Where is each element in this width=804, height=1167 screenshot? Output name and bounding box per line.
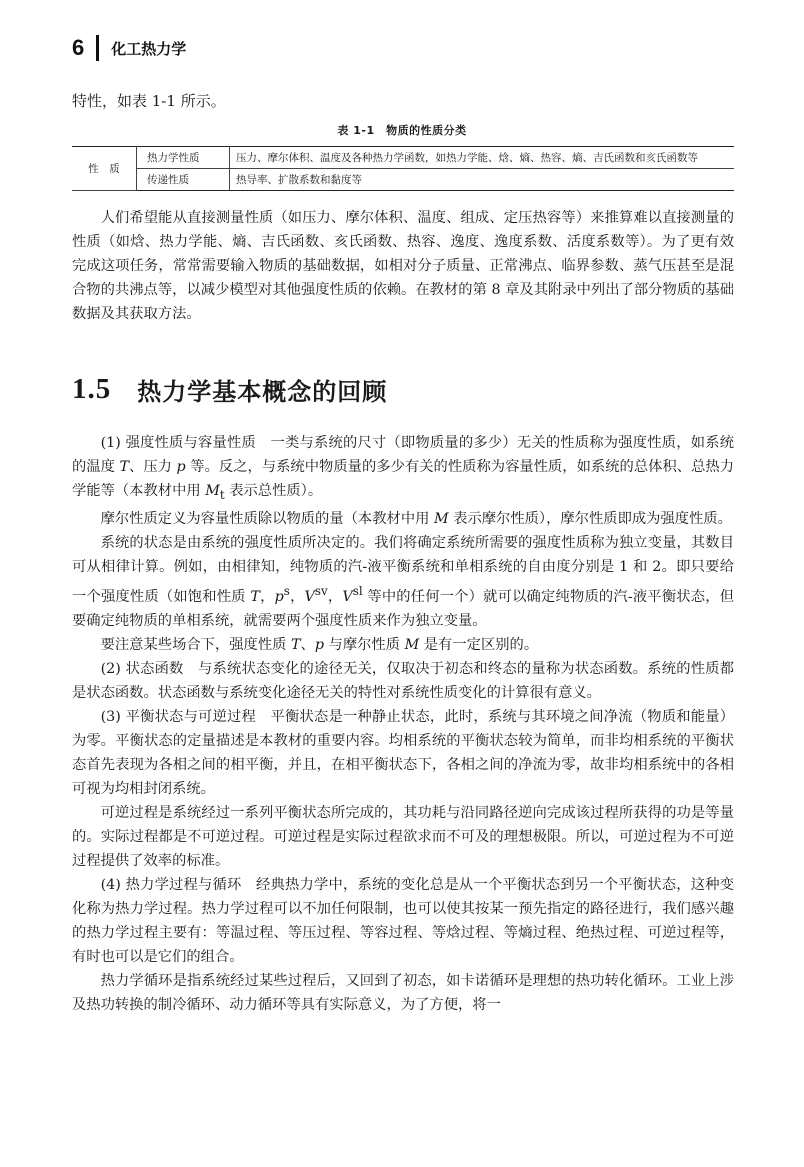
table-row-content: 热导率、扩散系数和黏度等 <box>230 169 735 191</box>
paragraph-lead: (4) 热力学过程与循环 <box>100 876 242 893</box>
symbol-m: M <box>433 510 449 527</box>
paragraph-lead: (1) 强度性质与容量性质 <box>100 435 256 451</box>
symbol-p: p <box>274 588 284 605</box>
paragraph-text: 与系统状态变化的途径无关，仅取决于初态和终态的量称为状态函数。系统的性质都是状态函数。状态函数与系统变化途径无关的特性对系统性质变化的计算很有意义。 <box>72 660 735 701</box>
header-divider <box>96 35 99 61</box>
table-group-label: 性 质 <box>72 147 137 191</box>
symbol-p: p <box>176 459 186 475</box>
paragraph-process <box>72 873 734 969</box>
table-row-name: 传递性质 <box>137 169 230 191</box>
superscript-sv: sv <box>314 583 328 598</box>
separator: ， <box>289 588 305 605</box>
paragraph-note <box>72 633 734 657</box>
symbol-v: V <box>304 588 315 605</box>
paragraph-text: 要注意某些场合下，强度性质 <box>100 636 291 653</box>
symbol-t: T <box>250 588 260 605</box>
section-heading <box>72 372 387 407</box>
page-number: 6 <box>72 35 85 60</box>
paragraph-phase-rule <box>72 531 734 633</box>
subscript-t: t <box>219 487 225 502</box>
paragraph-text: 等。反之，与系统中物质量的多少有关的性质称为容量性质，如系统的总体积、总热力学能等（本教材中用 <box>72 459 735 499</box>
section-number: 1.5 <box>72 373 112 405</box>
paragraph-text: 热力学循环是指系统经过某些过程后，又回到了初态，如卡诺循环是理想的热功转化循环。工业上涉及热功转换的制冷循环、动力循环等具有实际意义，为了方便，将一 <box>72 972 734 1013</box>
paragraph-text: 、压力 <box>129 459 177 475</box>
section-title: 热力学基本概念的回顾 <box>137 378 388 406</box>
symbol-t: T <box>291 636 301 653</box>
running-header <box>72 34 186 62</box>
separator: ， <box>327 588 343 605</box>
paragraph-text: 与摩尔性质 <box>324 636 405 653</box>
table-row <box>72 147 734 169</box>
symbol-m: M <box>404 636 420 653</box>
table-row-content: 压力、摩尔体积、温度及各种热力学函数，如热力学能、焓、熵、热容、熵、吉氏函数和亥氏函数等 <box>230 147 735 169</box>
paragraph-intensive-extensive <box>72 431 734 507</box>
paragraph-text: 表示摩尔性质），摩尔性质即成为强度性质。 <box>448 510 732 527</box>
paragraph-lead: (3) 平衡状态与可逆过程 <box>100 708 256 725</box>
paragraph-text: 表示总性质）。 <box>224 483 323 499</box>
paragraph-lead: (2) 状态函数 <box>100 660 184 677</box>
paragraph-text: 经典热力学中，系统的变化总是从一个平衡状态到另一个平衡状态，这种变化称为热力学过程。热力学过程可以不加任何限制，也可以使其按某一预先指定的路径进行，我们感兴趣的热力学过程主要有：等温过程、等压过程、等容过程、等焓过程、等熵过程、绝热过程、可逆过程等，有时也可以是它们的组合。 <box>72 876 735 965</box>
paragraph-text: 可逆过程是系统经过一系列平衡状态所完成的，其功耗与沿同路径逆向完成该过程所获得的功是等量的。实际过程都是不可逆过程。可逆过程是实际过程欲求而不可及的理想极限。所以，可逆过程为不可逆过程提供了效率的标准。 <box>72 804 734 869</box>
paragraph-molar-property <box>72 507 734 531</box>
book-title: 化工热力学 <box>111 39 187 58</box>
symbol-t: T <box>119 459 130 475</box>
property-table <box>72 146 734 191</box>
separator: 、 <box>300 636 315 653</box>
paragraph-text: 等中的任何一个）就可以确定纯物质的汽-液平衡状态，但要确定纯物质的单相系统，就需要两个强度性质来作为独立变量。 <box>72 588 735 629</box>
paragraph-text: 人们希望能从直接测量性质（如压力、摩尔体积、温度、组成、定压热容等）来推算难以直接测量的性质（如焓、热力学能、熵、吉氏函数、亥氏函数、热容、逸度、逸度系数、活度系数等）。为了更有效完成这项任务，常常需要输入物质的基础数据，如相对分子质量、正常沸点、临界参数、蒸气压甚至是混合物的共沸点等，以减少模型对其他强度性质的依赖。在教材的第 8 章及其附录中列出了部分物质的基础数据及其获取方法。 <box>72 210 734 322</box>
paragraph-text: 摩尔性质定义为容量性质除以物质的量（本教材中用 <box>100 510 434 527</box>
paragraph-basic-data <box>72 206 734 326</box>
paragraph-state-function <box>72 657 734 705</box>
table-caption: 表 1-1 物质的性质分类 <box>337 124 467 137</box>
paragraph-text: 系统的状态是由系统的强度性质所决定的。我们将确定系统所需要的强度性质称为独立变量，其数目可从相律计算。例如，由相律知，纯物质的汽-液平衡系统和单相系统的自由度分别是 1 和 2。即只要给一个强度性质（如饱和性质 <box>72 534 734 605</box>
table-row <box>72 169 734 191</box>
paragraph-text: 一类与系统的尺寸（即物质量的多少）无关的性质称为强度性质，如系统的温度 <box>72 435 735 475</box>
symbol-m: M <box>205 483 220 499</box>
paragraph-reversible <box>72 801 734 873</box>
table-row-name: 热力学性质 <box>137 147 230 169</box>
symbol-v: V <box>342 588 353 605</box>
paragraph-equilibrium <box>72 705 734 801</box>
superscript-sl: sl <box>352 583 363 598</box>
symbol-p: p <box>314 636 324 653</box>
paragraph-text: 平衡状态是一种静止状态，此时，系统与其环境之间净流（物质和能量）为零。平衡状态的定量描述是本教材的重要内容。均相系统的平衡状态较为简单，而非均相系统的平衡状态首先表现为各相之间的相平衡，并且，在相平衡状态下，各相之间的净流为零，故非均相系统中的各相可视为均相封闭系统。 <box>72 708 735 797</box>
paragraph-text: 是有一定区别的。 <box>419 636 539 653</box>
separator: ， <box>259 588 275 605</box>
intro-line: 特性，如表 1-1 所示。 <box>72 92 226 110</box>
section-body <box>72 431 734 1017</box>
superscript-s: s <box>283 583 290 598</box>
paragraph-cycle <box>72 969 734 1017</box>
